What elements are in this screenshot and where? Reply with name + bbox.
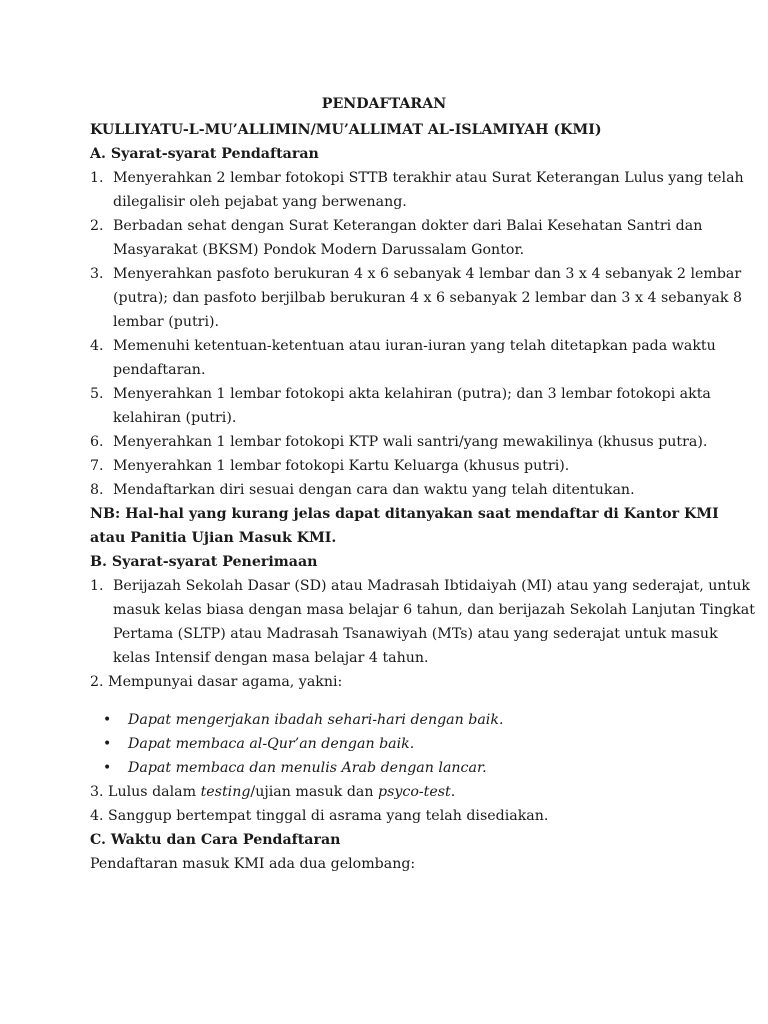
- item-line: kelas Intensif dengan masa belajar 4 tahun.: [113, 650, 429, 666]
- item-line: pendaftaran.: [113, 362, 206, 378]
- item-line: Menyerahkan 2 lembar fotokopi STTB terakhir atau Surat Keterangan Lulus yang telah: [113, 170, 744, 186]
- item-number: 6.: [90, 434, 104, 450]
- item-line: Berbadan sehat dengan Surat Keterangan dokter dari Balai Kesehatan Santri dan: [113, 218, 703, 234]
- item-text-italic: psyco-test: [378, 784, 451, 800]
- section-c-heading: C. Waktu dan Cara Pendaftaran: [90, 832, 341, 848]
- item-number: 8.: [90, 482, 104, 498]
- item-line: masuk kelas biasa dengan masa belajar 6 tahun, dan berijazah Sekolah Lanjutan Tingkat: [113, 602, 755, 618]
- item-line: 2. Mempunyai dasar agama, yakni:: [90, 674, 343, 690]
- nb-note: NB: Hal-hal yang kurang jelas dapat ditanyakan saat mendaftar di Kantor KMI: [90, 506, 719, 522]
- item-number: 5.: [90, 386, 104, 402]
- item-text: 3. Lulus dalam: [90, 784, 201, 800]
- section-b-heading: B. Syarat-syarat Penerimaan: [90, 554, 318, 570]
- doc-subtitle: KULLIYATU-L-MU’ALLIMIN/MU’ALLIMAT AL-ISLAMIYAH (KMI): [90, 122, 602, 138]
- item-line: Menyerahkan 1 lembar fotokopi KTP wali santri/yang mewakilinya (khusus putra).: [113, 434, 708, 450]
- section-a-heading: A. Syarat-syarat Pendaftaran: [90, 146, 319, 162]
- bullet-icon: •: [103, 712, 112, 728]
- item-line: (putra); dan pasfoto berjilbab berukuran 4 x 6 sebanyak 2 lembar dan 3 x 4 sebanyak 8: [113, 290, 742, 306]
- doc-title: PENDAFTARAN: [321, 96, 447, 112]
- bullet-icon: •: [103, 736, 112, 752]
- item-line: Berijazah Sekolah Dasar (SD) atau Madrasah Ibtidaiyah (MI) atau yang sederajat, untuk: [113, 578, 750, 594]
- nb-note: atau Panitia Ujian Masuk KMI.: [90, 530, 337, 546]
- item-line: Menyerahkan 1 lembar fotokopi akta kelahiran (putra); dan 3 lembar fotokopi akta: [113, 386, 711, 402]
- item-line: Menyerahkan pasfoto berukuran 4 x 6 sebanyak 4 lembar dan 3 x 4 sebanyak 2 lembar: [113, 266, 742, 282]
- item-number: 2.: [90, 218, 104, 234]
- item-number: 4.: [90, 338, 104, 354]
- item-line: Masyarakat (BKSM) Pondok Modern Darussalam Gontor.: [113, 242, 525, 258]
- item-number: 7.: [90, 458, 104, 474]
- item-number: 1.: [90, 170, 104, 186]
- item-line: Menyerahkan 1 lembar fotokopi Kartu Keluarga (khusus putri).: [113, 458, 570, 474]
- item-text: /ujian masuk dan: [250, 784, 379, 800]
- item-line: Pertama (SLTP) atau Madrasah Tsanawiyah (MTs) atau yang sederajat untuk masuk: [113, 626, 718, 642]
- item-line: Mendaftarkan diri sesuai dengan cara dan waktu yang telah ditentukan.: [113, 482, 635, 498]
- bullet-item: Dapat membaca al-Qur’an dengan baik.: [128, 736, 415, 752]
- item-line: 4. Sanggup bertempat tinggal di asrama yang telah disediakan.: [90, 808, 549, 824]
- bullet-item: Dapat mengerjakan ibadah sehari-hari dengan baik.: [128, 712, 504, 728]
- paragraph: Pendaftaran masuk KMI ada dua gelombang:: [90, 856, 416, 872]
- bullet-icon: •: [103, 760, 112, 776]
- item-text: .: [450, 784, 456, 800]
- item-number: 3.: [90, 266, 104, 282]
- item-line: lembar (putri).: [113, 314, 220, 330]
- item-number: 1.: [90, 578, 104, 594]
- item-text-italic: testing: [200, 784, 251, 800]
- bullet-item: Dapat membaca dan menulis Arab dengan lancar.: [128, 760, 487, 776]
- item-line: dilegalisir oleh pejabat yang berwenang.: [113, 194, 407, 210]
- item-line: Memenuhi ketentuan-ketentuan atau iuran-iuran yang telah ditetapkan pada waktu: [113, 338, 716, 354]
- item-line: kelahiran (putri).: [113, 410, 237, 426]
- item-line: [90, 784, 455, 800]
